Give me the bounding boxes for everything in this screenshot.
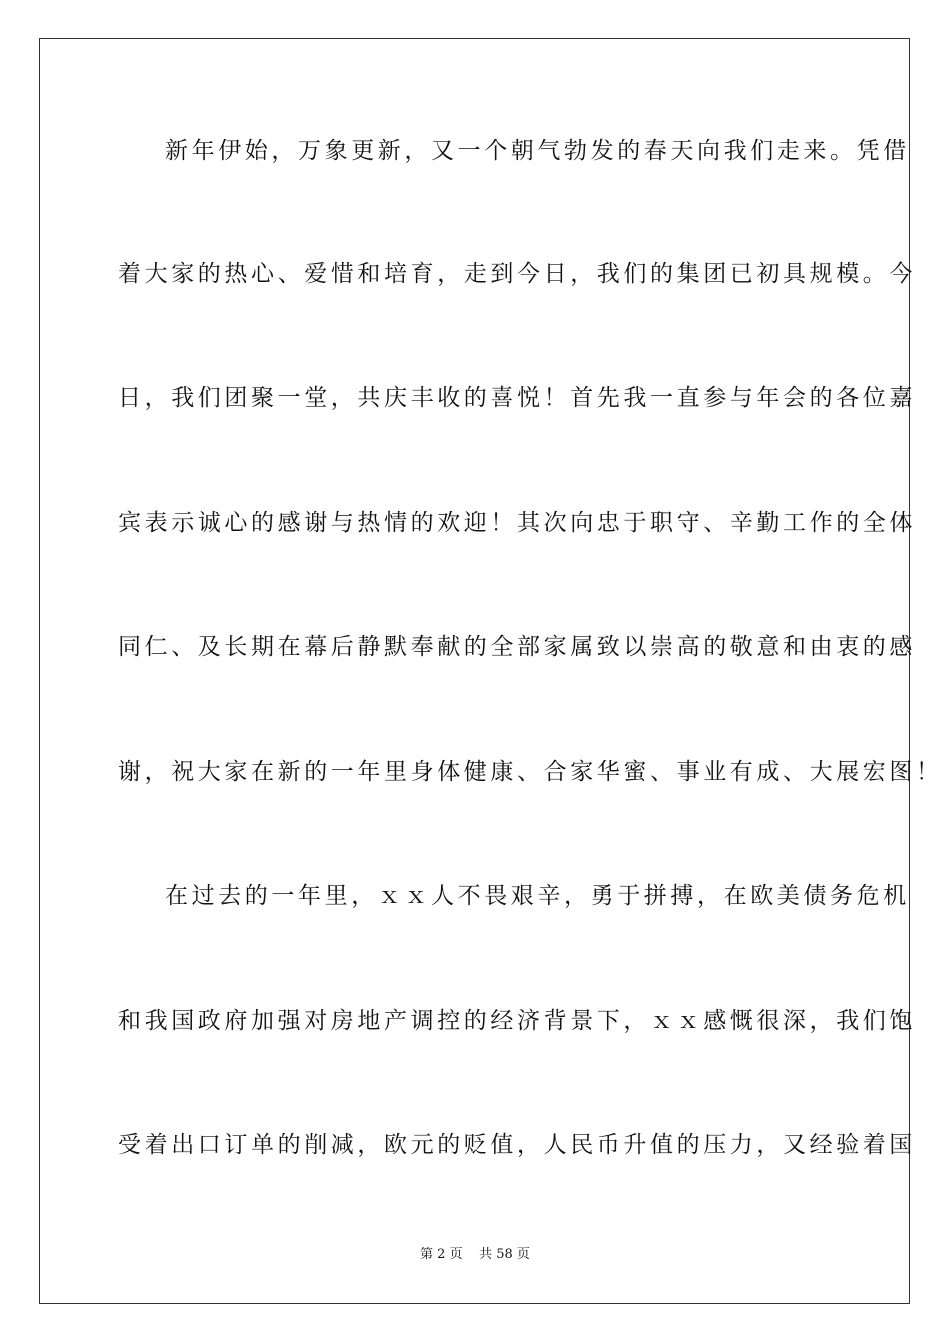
paragraph-line: 和我国政府加强对房地产调控的经济背景下，ｘｘ感慨很深，我们饱 [118, 1008, 916, 1034]
paragraph-line: 日，我们团聚一堂，共庆丰收的喜悦！首先我一直参与年会的各位嘉 [118, 385, 916, 411]
page-frame [39, 38, 943, 1304]
paragraph-line: 宾表示诚心的感谢与热情的欢迎！其次向忠于职守、辛勤工作的全体 [118, 510, 916, 536]
page-number: 第 2 页 [420, 1247, 463, 1262]
paragraph-line: 新年伊始，万象更新，又一个朝气勃发的春天向我们走来。凭借 [165, 138, 910, 164]
paragraph-line: 受着出口订单的削减，欧元的贬值，人民币升值的压力，又经验着国 [118, 1132, 916, 1158]
paragraph-line: 谢，祝大家在新的一年里身体健康、合家华蜜、事业有成、大展宏图！ [118, 759, 943, 785]
paragraph-line: 在过去的一年里，ｘｘ人不畏艰辛，勇于拼搏，在欧美债务危机 [165, 883, 910, 909]
paragraph-line: 着大家的热心、爱惜和培育，走到今日，我们的集团已初具规模。今 [118, 261, 916, 287]
total-pages: 共 58 页 [479, 1247, 530, 1262]
page-footer [0, 1246, 950, 1264]
paragraph-line: 同仁、及长期在幕后静默奉献的全部家属致以崇高的敬意和由衷的感 [118, 634, 916, 660]
